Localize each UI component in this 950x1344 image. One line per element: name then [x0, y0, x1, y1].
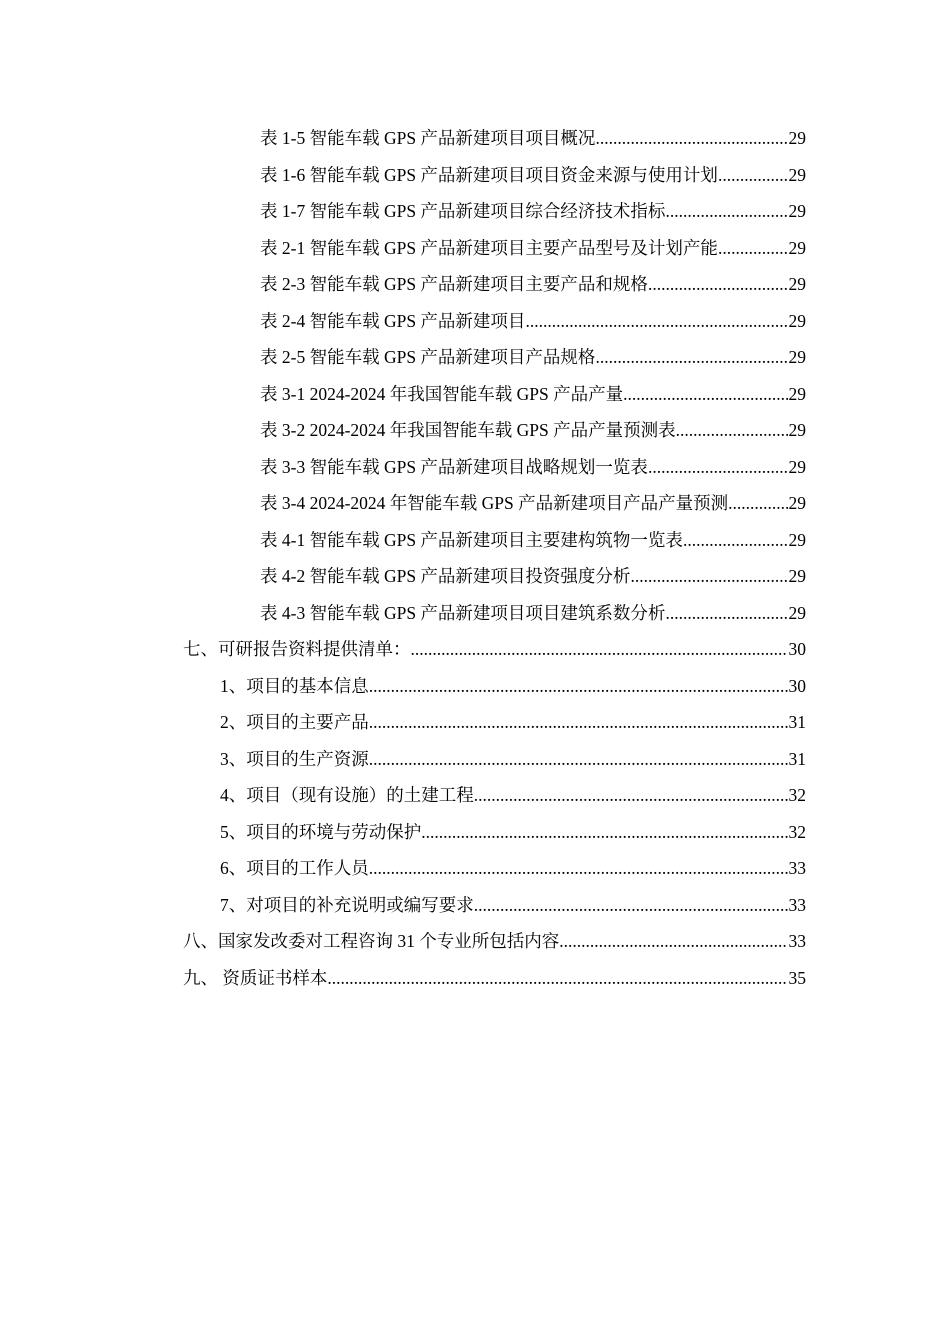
toc-page-number: 29	[788, 164, 806, 185]
dot-leader	[327, 960, 787, 996]
toc-entry-title: 九、 资质证书样本	[183, 967, 328, 988]
dot-leader	[665, 193, 787, 229]
dot-leader	[474, 887, 788, 923]
toc-page-number: 29	[788, 201, 806, 221]
toc-entry-table-3-4[interactable]	[260, 485, 806, 521]
toc-page-number: 29	[788, 529, 806, 550]
dot-leader	[665, 595, 787, 631]
toc-entry-table-4-3[interactable]	[260, 595, 806, 631]
toc-page-number: 30	[788, 639, 806, 659]
toc-entry-item-1[interactable]	[220, 668, 806, 704]
dot-leader	[369, 850, 788, 886]
toc-entry-title: 表 2-1 智能车载 GPS 产品新建项目主要产品型号及计划产能	[260, 237, 718, 258]
toc-entry-table-1-7[interactable]	[260, 193, 806, 229]
toc-page-number: 29	[788, 602, 806, 623]
toc-page-number: 29	[788, 566, 806, 586]
toc-entry-table-3-2[interactable]	[260, 412, 806, 448]
toc-entry-title: 表 1-6 智能车载 GPS 产品新建项目项目资金来源与使用计划	[260, 164, 718, 185]
toc-entry-table-2-3[interactable]	[260, 266, 806, 302]
dot-leader	[648, 266, 788, 302]
dot-leader	[728, 485, 787, 521]
toc-entry-title: 表 4-1 智能车载 GPS 产品新建项目主要建构筑物一览表	[260, 529, 683, 550]
toc-entry-table-3-1[interactable]	[260, 376, 806, 412]
toc-page-number: 33	[788, 894, 806, 915]
toc-page-number: 29	[788, 310, 806, 331]
toc-entry-title: 6、项目的工作人员	[220, 858, 369, 878]
toc-entry-title: 表 3-1 2024-2024 年我国智能车载 GPS 产品产量	[260, 383, 624, 404]
toc-entry-title: 7、对项目的补充说明或编写要求	[220, 894, 474, 915]
toc-entry-title: 5、项目的环境与劳动保护	[220, 821, 422, 842]
toc-entry-title: 3、项目的生产资源	[220, 748, 369, 769]
toc-page-number: 29	[788, 493, 806, 513]
toc-page-number: 32	[788, 821, 806, 842]
toc-entry-table-4-1[interactable]	[260, 522, 806, 558]
toc-entry-title: 表 1-5 智能车载 GPS 产品新建项目项目概况	[260, 128, 596, 148]
dot-leader	[595, 339, 787, 375]
toc-page-number: 30	[788, 675, 806, 696]
dot-leader	[525, 303, 787, 339]
toc-entry-section-7[interactable]	[183, 631, 806, 667]
toc-entry-title: 表 3-3 智能车载 GPS 产品新建项目战略规划一览表	[260, 456, 648, 477]
toc-page-number: 33	[788, 858, 806, 878]
toc-entry-title: 4、项目（现有设施）的土建工程	[220, 785, 474, 805]
dot-leader	[369, 704, 788, 740]
toc-entry-item-7[interactable]	[220, 887, 806, 923]
dot-leader	[595, 120, 787, 156]
dot-leader	[676, 412, 788, 448]
toc-entry-table-1-5[interactable]	[260, 120, 806, 156]
dot-leader	[630, 558, 787, 594]
toc-entry-title: 表 2-5 智能车载 GPS 产品新建项目产品规格	[260, 347, 596, 367]
toc-page-number: 32	[788, 785, 806, 805]
dot-leader	[683, 522, 788, 558]
dot-leader	[369, 741, 788, 777]
toc-entry-table-1-6[interactable]	[260, 157, 806, 193]
dot-leader	[559, 923, 787, 959]
dot-leader	[421, 814, 787, 850]
toc-page-number: 29	[788, 383, 806, 404]
toc-page-number: 29	[788, 456, 806, 477]
dot-leader	[718, 157, 788, 193]
toc-entry-item-4[interactable]	[220, 777, 806, 813]
dot-leader	[369, 668, 788, 704]
toc-entry-title: 表 1-7 智能车载 GPS 产品新建项目综合经济技术指标	[260, 201, 666, 221]
toc-entry-title: 表 3-2 2024-2024 年我国智能车载 GPS 产品产量预测表	[260, 420, 676, 440]
toc-entry-title: 表 2-4 智能车载 GPS 产品新建项目	[260, 310, 526, 331]
toc-entry-title: 表 2-3 智能车载 GPS 产品新建项目主要产品和规格	[260, 274, 648, 294]
toc-page-number: 29	[788, 237, 806, 258]
toc-page-number: 31	[788, 748, 806, 769]
toc-entry-title: 1、项目的基本信息	[220, 675, 369, 696]
toc-entry-title: 七、可研报告资料提供清单：	[183, 639, 411, 659]
toc-entry-title: 2、项目的主要产品	[220, 712, 369, 732]
toc-page-number: 29	[788, 347, 806, 367]
toc-page-number: 33	[788, 931, 806, 951]
toc-entry-table-3-3[interactable]	[260, 449, 806, 485]
toc-page-number: 29	[788, 128, 806, 148]
toc-entry-table-2-1[interactable]	[260, 230, 806, 266]
toc-page-number: 29	[788, 274, 806, 294]
toc-entry-table-2-5[interactable]	[260, 339, 806, 375]
toc-entry-title: 表 4-3 智能车载 GPS 产品新建项目项目建筑系数分析	[260, 602, 666, 623]
toc-entry-item-5[interactable]	[220, 814, 806, 850]
toc-page-number: 31	[788, 712, 806, 732]
toc-page-number: 29	[788, 420, 806, 440]
toc-entry-section-8[interactable]	[183, 923, 806, 959]
toc-entry-item-3[interactable]	[220, 741, 806, 777]
toc-entry-title: 表 4-2 智能车载 GPS 产品新建项目投资强度分析	[260, 566, 631, 586]
dot-leader	[623, 376, 787, 412]
toc-entry-item-2[interactable]	[220, 704, 806, 740]
toc-page-number: 35	[788, 967, 806, 988]
toc-entry-table-4-2[interactable]	[260, 558, 806, 594]
toc-entry-title: 表 3-4 2024-2024 年智能车载 GPS 产品新建项目产品产量预测	[260, 493, 729, 513]
dot-leader	[474, 777, 788, 813]
toc-entry-section-9[interactable]	[183, 960, 806, 996]
toc-entry-table-2-4[interactable]	[260, 303, 806, 339]
dot-leader	[411, 631, 788, 667]
dot-leader	[718, 230, 788, 266]
dot-leader	[648, 449, 788, 485]
toc-entry-title: 八、国家发改委对工程咨询 31 个专业所包括内容	[183, 931, 560, 951]
toc-entry-item-6[interactable]	[220, 850, 806, 886]
